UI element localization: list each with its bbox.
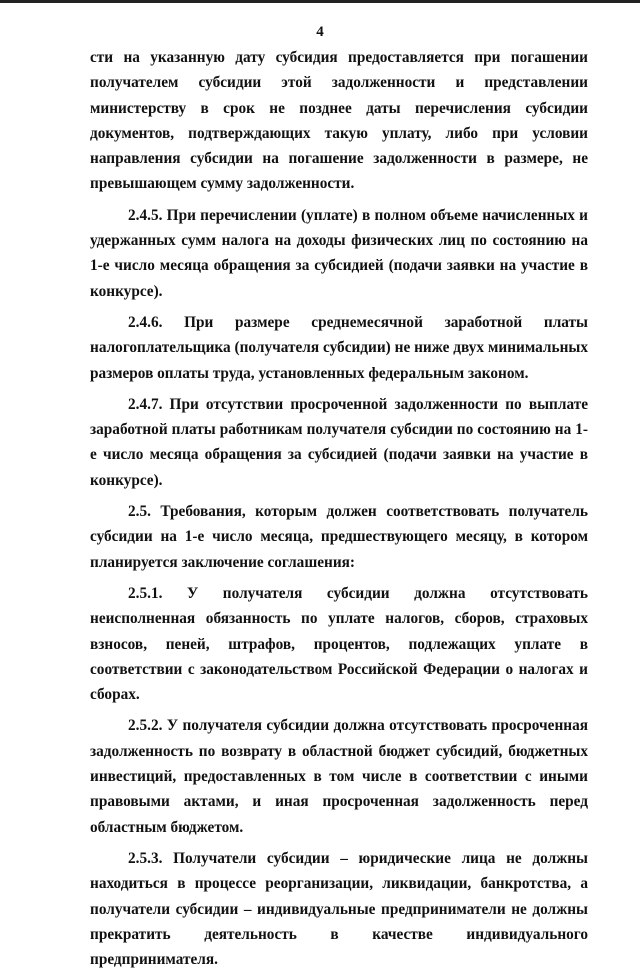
paragraph-2-4-5: 2.4.5. При перечислении (уплате) в полном объеме начисленных и удержанных сумм налога на доходы физических лиц по состоянию на 1-е число месяца обращения за субсидией (подачи заявки на участие в конкурсе). bbox=[90, 206, 588, 300]
page-number: 4 bbox=[316, 24, 324, 40]
paragraph-continuation: сти на указанную дату субсидия предоставляется при погашении получателем субсидии этой задолженности и представлении министерству в срок не позднее даты перечисления субсидии документов, подтверждающих такую уплату, либо при условии направления субсидии на погашение задолженности в размере, не превышающем сумму задолженности. bbox=[90, 49, 588, 193]
paragraph-2-5-2: 2.5.2. У получателя субсидии должна отсутствовать просроченная задолженность по возврату в областной бюджет субсидий, бюджетных инвестиций, предоставленных в том числе в соответствии с иными правовыми актами, и иная просроченная задолженность перед областным бюджетом. bbox=[90, 717, 588, 836]
paragraph-2-5-1: 2.5.1. У получателя субсидии должна отсутствовать неисполненная обязанность по уплате налогов, сборов, страховых взносов, пеней, штрафов, процентов, подлежащих уплате в соответствии с законодательством Российской Федерации о налогах и сборах. bbox=[90, 584, 588, 704]
paragraph-2-5: 2.5. Требования, которым должен соответствовать получатель субсидии на 1-е число месяца, предшествующего месяцу, в котором планируется заключение соглашения: bbox=[90, 503, 588, 571]
document-body bbox=[90, 45, 588, 978]
paragraph-2-5-3: 2.5.3. Получатели субсидии – юридические лица не должны находиться в процессе реорганизации, ликвидации, банкротства, а получатели субсидии – индивидуальные предприниматели не должны прекратить деятельность в качестве индивидуального предпринимателя. bbox=[90, 849, 588, 969]
top-border-line bbox=[0, 0, 640, 3]
paragraph-2-4-6: 2.4.6. При размере среднемесячной заработной платы налогоплательщика (получателя субсидии) не ниже двух минимальных размеров оплаты труда, установленных федеральным законом. bbox=[90, 313, 588, 382]
paragraph-2-4-7: 2.4.7. При отсутствии просроченной задолженности по выплате заработной платы работникам получателя субсидии по состоянию на 1-е число месяца обращения за субсидией (подачи заявки на участие в конкурсе). bbox=[90, 395, 588, 489]
